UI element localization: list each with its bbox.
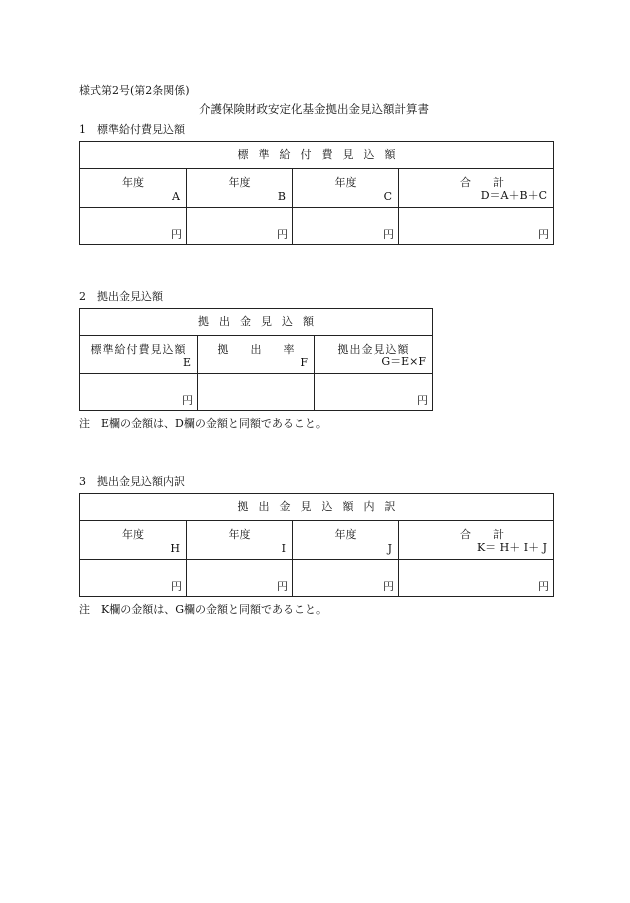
col-header-a: 年度 A xyxy=(80,169,187,208)
document-title: 介護保険財政安定化基金拠出金見込額計算書 xyxy=(199,102,429,116)
amount-cell-c[interactable]: 円 xyxy=(293,208,399,245)
col-header-j: 年度 J xyxy=(293,521,399,560)
amount-cell-k[interactable]: 円 xyxy=(399,560,554,597)
col-header-d: 合 計 D＝A＋B＋C xyxy=(399,169,554,208)
rate-cell-f[interactable] xyxy=(198,374,315,411)
form-label: 様式第2号(第2条関係) xyxy=(79,84,190,97)
section1-heading: 1 標準給付費見込額 xyxy=(79,123,185,136)
col-header-i: 年度 I xyxy=(187,521,293,560)
section2-note: 注 E欄の金額は、D欄の金額と同額であること。 xyxy=(79,417,327,430)
col-header-b: 年度 B xyxy=(187,169,293,208)
amount-cell-g[interactable]: 円 xyxy=(315,374,433,411)
col-header-k: 合 計 K＝ H＋ I＋ J xyxy=(399,521,554,560)
col-header-c: 年度 C xyxy=(293,169,399,208)
amount-cell-j[interactable]: 円 xyxy=(293,560,399,597)
amount-cell-a[interactable]: 円 xyxy=(80,208,187,245)
contribution-breakdown-table xyxy=(79,493,554,597)
section3-note: 注 K欄の金額は、G欄の金額と同額であること。 xyxy=(79,603,328,616)
col-header-e: 標準給付費見込額 E xyxy=(80,336,198,374)
col-header-g: 拠出金見込額 G＝E×F xyxy=(315,336,433,374)
table-title: 標準給付費見込額 xyxy=(80,142,554,169)
table-title: 拠出金見込額内訳 xyxy=(80,494,554,521)
table-title: 拠出金見込額 xyxy=(80,309,433,336)
section3-heading: 3 拠出金見込額内訳 xyxy=(79,475,185,488)
amount-cell-h[interactable]: 円 xyxy=(80,560,187,597)
section2-heading: 2 拠出金見込額 xyxy=(79,290,163,303)
contribution-table xyxy=(79,308,433,411)
col-header-h: 年度 H xyxy=(80,521,187,560)
amount-cell-b[interactable]: 円 xyxy=(187,208,293,245)
amount-cell-d[interactable]: 円 xyxy=(399,208,554,245)
standard-benefit-table xyxy=(79,141,554,245)
col-header-f: 拠 出 率 F xyxy=(198,336,315,374)
amount-cell-e[interactable]: 円 xyxy=(80,374,198,411)
amount-cell-i[interactable]: 円 xyxy=(187,560,293,597)
